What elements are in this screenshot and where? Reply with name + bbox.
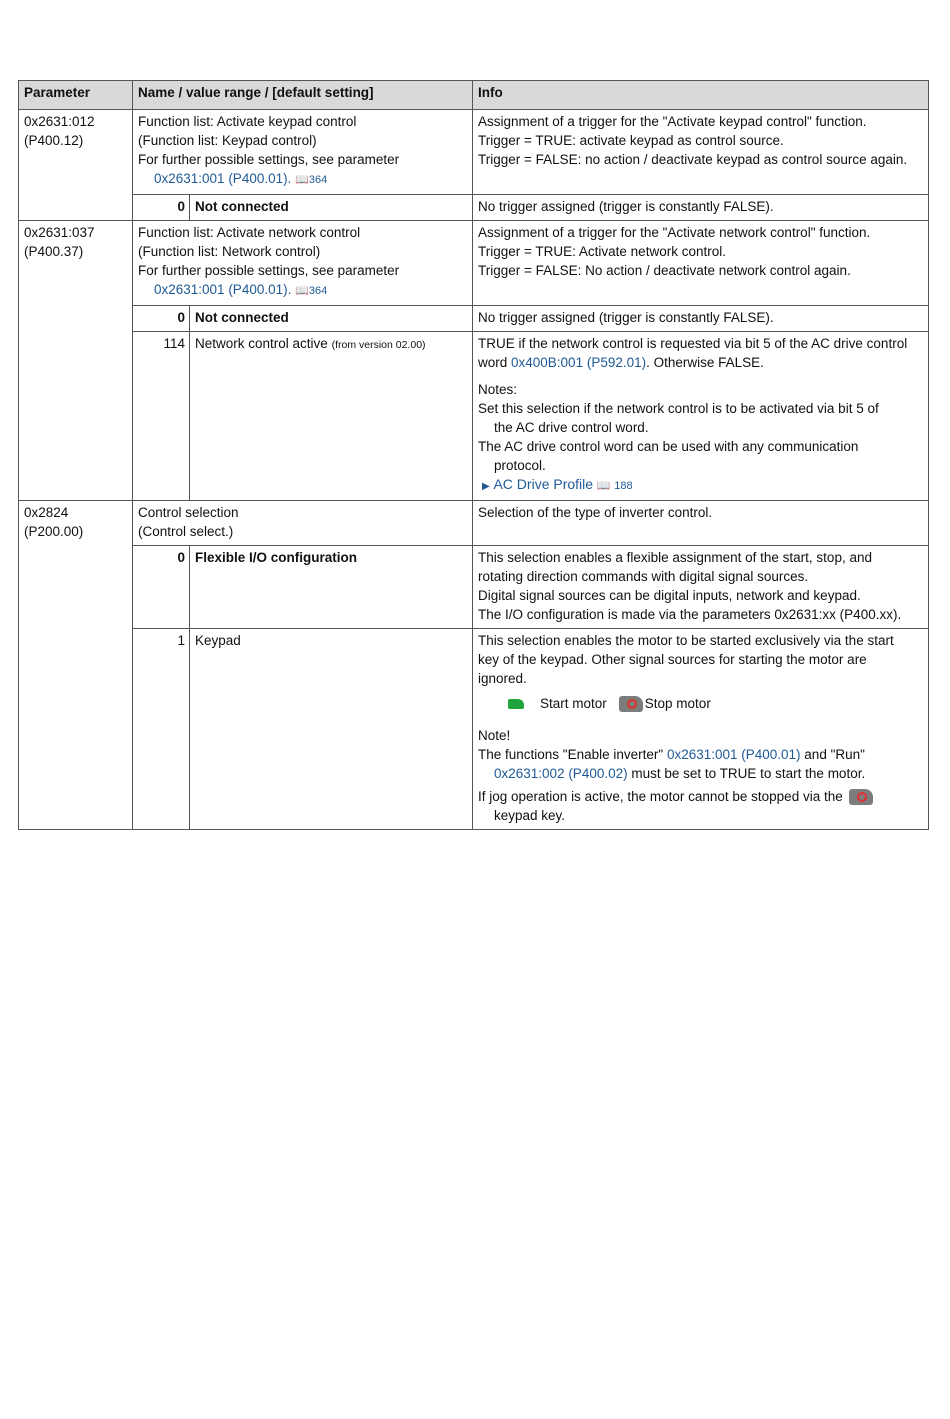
start-key-icon (508, 699, 524, 709)
info-text: word (478, 355, 512, 370)
note-line: The AC drive control word can be used with any communication (478, 439, 859, 454)
info-cell (473, 110, 929, 195)
note-line (478, 745, 924, 764)
name-line: Function list: Activate keypad control (138, 114, 357, 129)
value-info (473, 332, 929, 501)
page-ref[interactable]: 188 (614, 480, 633, 492)
info-line: Assignment of a trigger for the "Activate network control" function. (478, 225, 871, 240)
param-link[interactable]: 0x2631:001 (P400.01) (666, 747, 801, 762)
info-line: Trigger = FALSE: No action / deactivate network control again. (478, 263, 851, 278)
triangle-right-icon: ▶ (482, 481, 490, 492)
info-cell (473, 221, 929, 306)
info-line: The I/O configuration is made via the parameters 0x2631:xx (P400.xx). (478, 607, 902, 622)
value-label-cell (190, 332, 473, 501)
page-ref[interactable]: 364 (308, 174, 328, 186)
note-line (478, 787, 924, 806)
ac-drive-profile-link[interactable]: AC Drive Profile (493, 476, 594, 492)
value-label: Network control active (195, 336, 328, 351)
info-line (478, 353, 924, 372)
info-line: Digital signal sources can be digital inputs, network and keypad. (478, 588, 861, 603)
param-link[interactable]: 0x2631:002 (P400.02) (494, 766, 628, 781)
param-code: 0x2631:012 (24, 114, 95, 129)
name-cell (133, 221, 473, 306)
note-text: The functions "Enable inverter" (478, 747, 667, 762)
book-icon: 📖 (295, 285, 309, 297)
note-line: keypad key. (494, 808, 566, 823)
param-cell (19, 501, 133, 830)
note-line: Set this selection if the network control is to be activated via bit 5 of (478, 401, 879, 416)
info-cell: Selection of the type of inverter control. (473, 501, 929, 546)
name-line: (Function list: Keypad control) (138, 133, 317, 148)
info-line: Trigger = TRUE: activate keypad as control source. (478, 133, 784, 148)
table-row (19, 110, 929, 195)
info-line: This selection enables a flexible assignment of the start, stop, and (478, 550, 872, 565)
info-line: Trigger = FALSE: no action / deactivate keypad as control source again. (478, 152, 908, 167)
note-text: must be set to TRUE to start the motor. (627, 766, 866, 781)
value-label: Not connected (190, 306, 473, 332)
value-number: 114 (133, 332, 190, 501)
book-icon: 📖 (596, 480, 611, 492)
name-line: For further possible settings, see parameter (138, 263, 400, 278)
param-link[interactable]: 0x2631:001 (P400.01). (154, 171, 292, 186)
param-alt-code: (P200.00) (24, 524, 84, 539)
param-link[interactable]: 0x400B:001 (P592.01) (511, 355, 647, 370)
param-cell (19, 221, 133, 501)
table-row (19, 332, 929, 501)
value-number: 0 (133, 306, 190, 332)
note-line: protocol. (494, 458, 546, 473)
table-header-row (19, 81, 929, 110)
table-row (19, 221, 929, 306)
start-motor-label: Start motor (540, 696, 607, 711)
info-line: TRUE if the network control is requested via bit 5 of the AC drive control (478, 336, 908, 351)
note-heading: Note! (478, 728, 511, 743)
param-link[interactable]: 0x2631:001 (P400.01). (154, 282, 292, 297)
value-label: Keypad (190, 629, 473, 830)
value-label: Flexible I/O configuration (190, 546, 473, 629)
table-row (19, 501, 929, 546)
stop-key-icon (619, 696, 643, 712)
info-line: ignored. (478, 671, 527, 686)
table-row (19, 629, 929, 830)
param-code: 0x2824 (24, 505, 69, 520)
name-cell (133, 501, 473, 546)
note-line: the AC drive control word. (494, 420, 649, 435)
info-line: rotating direction commands with digital signal sources. (478, 569, 809, 584)
name-line: (Control select.) (138, 524, 234, 539)
param-cell (19, 110, 133, 221)
name-cell (133, 110, 473, 195)
stop-key-icon (849, 789, 873, 805)
header-info: Info (473, 81, 929, 110)
info-line: Assignment of a trigger for the "Activate keypad control" function. (478, 114, 867, 129)
note-text: and "Run" (800, 747, 865, 762)
param-alt-code: (P400.12) (24, 133, 84, 148)
info-text: . Otherwise FALSE. (646, 355, 764, 370)
value-number: 0 (133, 195, 190, 221)
value-label: Not connected (190, 195, 473, 221)
value-number: 1 (133, 629, 190, 830)
notes-heading: Notes: (478, 382, 518, 397)
info-line: key of the keypad. Other signal sources for starting the motor are (478, 652, 867, 667)
name-line: Function list: Activate network control (138, 225, 361, 240)
version-note: (from version 02.00) (331, 339, 426, 351)
note-text: If jog operation is active, the motor cannot be stopped via the (478, 789, 843, 804)
info-line: This selection enables the motor to be started exclusively via the start (478, 633, 894, 648)
table-row (19, 306, 929, 332)
book-icon: 📖 (295, 174, 309, 186)
header-parameter: Parameter (19, 81, 133, 110)
param-alt-code: (P400.37) (24, 244, 84, 259)
table-row (19, 195, 929, 221)
name-line: (Function list: Network control) (138, 244, 321, 259)
table-row (19, 546, 929, 629)
name-line: Control selection (138, 505, 239, 520)
value-info: No trigger assigned (trigger is constantly FALSE). (473, 306, 929, 332)
value-info (473, 629, 929, 830)
page-ref[interactable]: 364 (308, 285, 328, 297)
key-legend (478, 694, 924, 718)
header-name: Name / value range / [default setting] (133, 81, 473, 110)
param-code: 0x2631:037 (24, 225, 95, 240)
name-line: For further possible settings, see parameter (138, 152, 400, 167)
info-line: Trigger = TRUE: Activate network control. (478, 244, 726, 259)
value-info (473, 546, 929, 629)
value-number: 0 (133, 546, 190, 629)
parameter-table (18, 80, 929, 830)
stop-motor-label: Stop motor (644, 696, 711, 711)
note-line (478, 764, 924, 783)
value-info: No trigger assigned (trigger is constantly FALSE). (473, 195, 929, 221)
